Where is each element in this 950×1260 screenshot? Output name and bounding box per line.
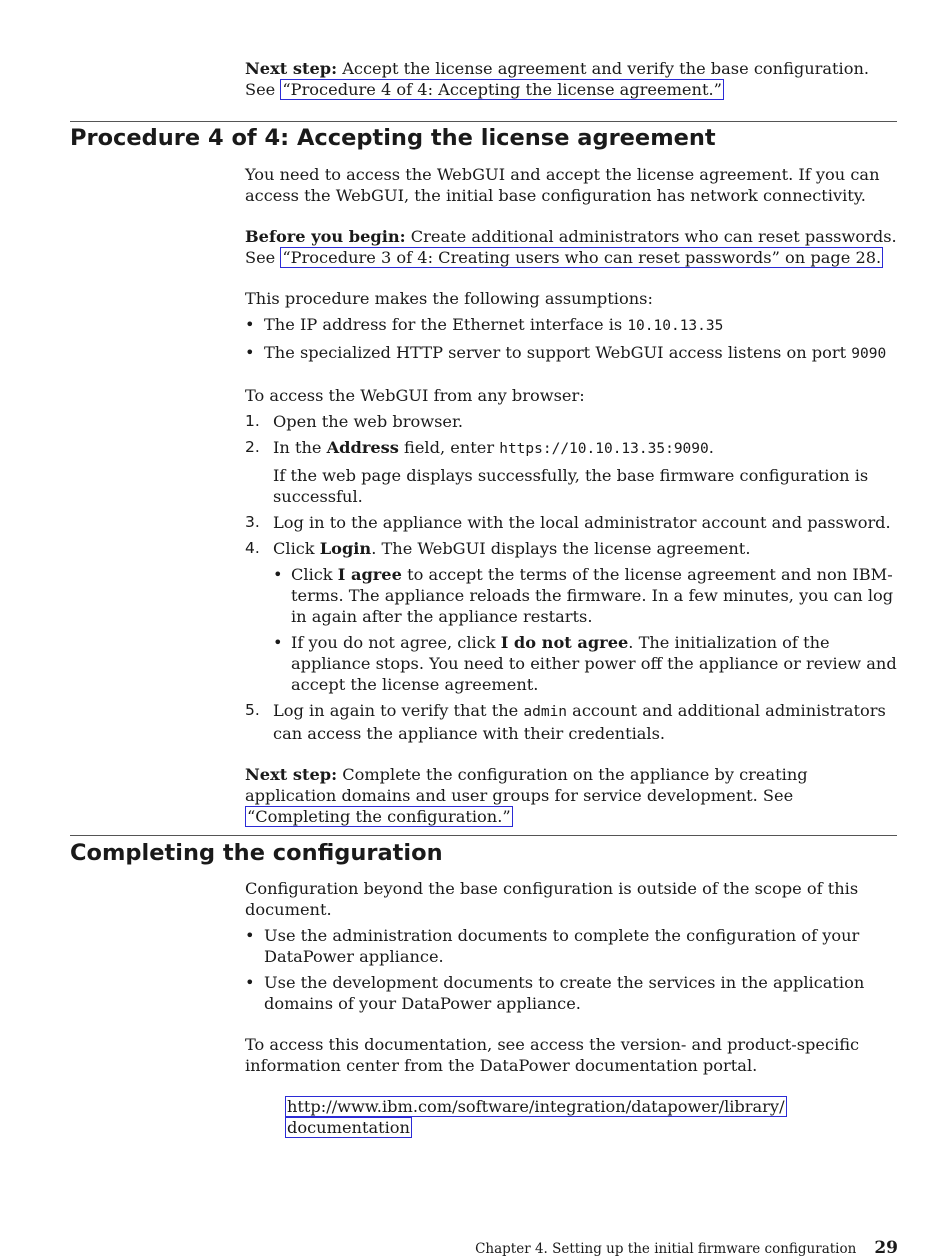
admin-code: admin xyxy=(523,704,568,720)
next-step-bottom xyxy=(245,764,897,827)
assumption-text: The specialized HTTP server to support WebGUI access listens on port xyxy=(264,343,852,362)
list-item: • Use the administration documents to complete the configuration of your DataPower appliance. xyxy=(245,925,897,967)
list-item: • Use the development documents to create the services in the application domains of your DataPower appliance. xyxy=(245,972,897,1014)
step-text: . xyxy=(708,438,714,457)
link-procedure-3[interactable]: “Procedure 3 of 4: Creating users who can reset passwords” on page 28. xyxy=(282,248,882,267)
i-do-not-agree-label: I do not agree xyxy=(500,633,629,652)
next-step-paragraph xyxy=(245,58,897,100)
steps-list xyxy=(245,411,897,744)
step-text: Log in again to verify that the xyxy=(273,701,524,720)
step-text: field, enter xyxy=(398,438,500,457)
list-item xyxy=(273,564,897,627)
step-number: 4. xyxy=(245,539,260,557)
section-title-procedure-4: Procedure 4 of 4: Accepting the license agreement xyxy=(70,125,716,151)
step-5 xyxy=(245,700,897,744)
option-text: to accept the terms of the license agreement and non IBM-terms. The appliance reloads the firmware. In a few minutes, you can log in again after the appliance restarts. xyxy=(291,565,894,626)
step-number: 1. xyxy=(245,412,260,430)
step-number: 2. xyxy=(245,438,260,456)
procedure-4-body xyxy=(245,164,897,827)
ip-address-code: 10.10.13.35 xyxy=(627,318,724,334)
step-text: account and additional administrators can access the appliance with their credentials. xyxy=(273,701,886,743)
address-label: Address xyxy=(326,438,399,457)
step-number: 3. xyxy=(245,513,260,531)
section-divider xyxy=(70,835,897,836)
chapter-title: Chapter 4. Setting up the initial firmware configuration xyxy=(475,1241,857,1257)
assumptions-list xyxy=(245,314,897,365)
list-item xyxy=(245,342,897,365)
assumptions-intro: This procedure makes the following assumptions: xyxy=(245,289,653,308)
step-2 xyxy=(245,437,897,507)
url-code: https://10.10.13.35:9090 xyxy=(499,441,709,457)
before-label: Before you begin: xyxy=(245,227,406,246)
documentation-link[interactable]: http://www.ibm.com/software/integration/datapower/library/ xyxy=(287,1097,785,1116)
before-you-begin xyxy=(245,226,897,268)
link-completing-configuration[interactable]: “Completing the configuration.” xyxy=(247,807,511,826)
i-agree-label: I agree xyxy=(337,565,402,584)
step-text: Log in to the appliance with the local administrator account and password. xyxy=(273,513,891,532)
assumption-text: The IP address for the Ethernet interface is xyxy=(264,315,628,334)
step-text: Open the web browser. xyxy=(273,412,464,431)
next-step-label: Next step: xyxy=(245,59,338,78)
access-intro: To access the WebGUI from any browser: xyxy=(245,386,585,405)
page-footer xyxy=(475,1238,898,1259)
license-options-list xyxy=(273,564,897,695)
documents-list xyxy=(245,925,897,1014)
access-documentation-text: To access this documentation, see access the version- and product-specific information center from the DataPower documentation portal. xyxy=(245,1035,860,1075)
link-procedure-4[interactable]: “Procedure 4 of 4: Accepting the license agreement.” xyxy=(282,80,722,99)
next-step-text: Accept the license agreement and verify the base configuration. See xyxy=(245,59,870,99)
documentation-link-continued[interactable]: documentation xyxy=(287,1118,410,1137)
step-4 xyxy=(245,538,897,695)
step-number: 5. xyxy=(245,701,260,719)
step-3 xyxy=(245,512,897,533)
port-code: 9090 xyxy=(851,346,887,362)
option-text: If you do not agree, click xyxy=(291,633,501,652)
list-item xyxy=(273,632,897,695)
next-step-top xyxy=(245,58,897,100)
step-note: If the web page displays successfully, the base firmware configuration is successful. xyxy=(273,466,869,506)
before-text: Create additional administrators who can reset passwords. See xyxy=(245,227,897,267)
next-step-label: Next step: xyxy=(245,765,338,784)
completing-intro: Configuration beyond the base configuration is outside of the scope of this document. xyxy=(245,879,859,919)
step-text: . The WebGUI displays the license agreement. xyxy=(371,539,751,558)
section-divider xyxy=(70,121,897,122)
procedure-intro: You need to access the WebGUI and accept the license agreement. If you can access the WebGUI, the initial base configuration has network connectivity. xyxy=(245,165,880,205)
next-step-text: Complete the configuration on the appliance by creating application domains and user groups for service development. See xyxy=(245,765,808,805)
page-number: 29 xyxy=(874,1238,898,1258)
step-text: In the xyxy=(273,438,327,457)
option-text: Click xyxy=(291,565,338,584)
completing-body xyxy=(245,878,897,1138)
step-1 xyxy=(245,411,897,432)
list-item xyxy=(245,314,897,337)
option-text: . The initialization of the appliance stops. You need to either power off the appliance or review and accept the license agreement. xyxy=(291,633,897,694)
section-title-completing: Completing the configuration xyxy=(70,840,443,866)
login-label: Login xyxy=(319,539,372,558)
step-text: Click xyxy=(273,539,320,558)
documentation-url xyxy=(285,1096,897,1138)
